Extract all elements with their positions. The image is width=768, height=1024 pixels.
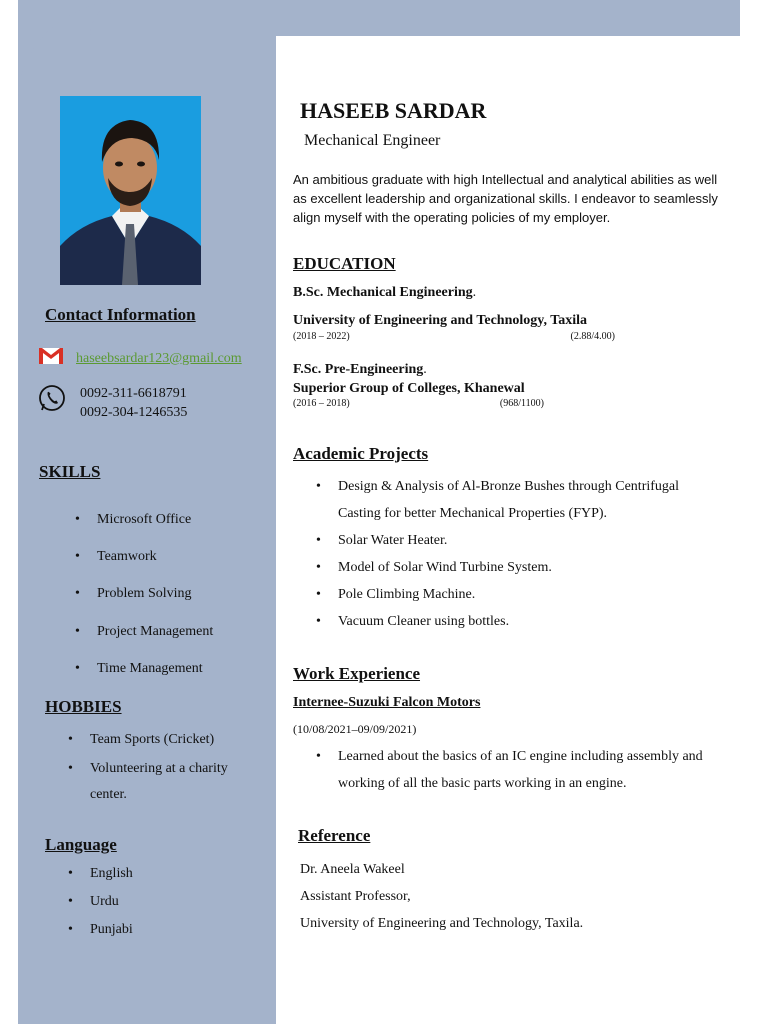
list-item: • Model of Solar Wind Turbine System. bbox=[338, 554, 723, 581]
list-item: • Urdu bbox=[90, 894, 133, 922]
reference-line: University of Engineering and Technology, Taxila. bbox=[300, 916, 584, 931]
hobbies-list bbox=[90, 727, 260, 811]
work-heading: Work Experience bbox=[293, 664, 421, 683]
work-company: Internee-Suzuki Falcon Motors bbox=[293, 695, 481, 710]
skills-heading: SKILLS bbox=[39, 462, 101, 481]
profile-photo bbox=[60, 96, 201, 285]
work-list bbox=[338, 743, 723, 797]
list-item: • English bbox=[90, 866, 133, 894]
list-item: • Design & Analysis of Al-Bronze Bushes through Centrifugal Casting for better Mechanical Properties (FYP). bbox=[338, 473, 723, 527]
school-name: Superior Group of Colleges, Khanewal bbox=[293, 381, 525, 396]
skills-list bbox=[97, 512, 213, 698]
phone-row bbox=[38, 384, 187, 422]
phone-number: 0092-304-1246535 bbox=[80, 405, 188, 420]
reference-line: Assistant Professor, bbox=[300, 889, 411, 904]
projects-list bbox=[338, 473, 723, 635]
list-item: • Teamwork bbox=[97, 549, 213, 586]
summary-text: An ambitious graduate with high Intellectual and analytical abilities as well as excellent leadership and organizational skills. I endeavor to seamlessly align myself with the operating policies of my employer. bbox=[293, 172, 718, 225]
header-band bbox=[90, 0, 740, 36]
list-item: • Microsoft Office bbox=[97, 512, 213, 549]
list-item: • Learned about the basics of an IC engine including assembly and working of all the basic parts working in an engine. bbox=[338, 743, 723, 797]
email-link[interactable]: haseebsardar123@gmail.com bbox=[76, 350, 242, 366]
degree-score: (2.88/4.00) bbox=[570, 331, 615, 342]
list-item: • Project Management bbox=[97, 624, 213, 661]
list-item: • Vacuum Cleaner using bottles. bbox=[338, 608, 723, 635]
list-item: • Pole Climbing Machine. bbox=[338, 581, 723, 608]
list-item: • Punjabi bbox=[90, 922, 133, 950]
language-heading: Language bbox=[45, 835, 117, 854]
list-item: • Problem Solving bbox=[97, 586, 213, 623]
phone-numbers bbox=[80, 384, 187, 422]
degree-meta bbox=[293, 331, 615, 342]
work-dates: (10/08/2021–09/09/2021) bbox=[293, 722, 417, 736]
projects-heading: Academic Projects bbox=[293, 444, 429, 463]
whatsapp-icon bbox=[38, 384, 66, 422]
education-heading: EDUCATION bbox=[293, 254, 396, 273]
reference-line: Dr. Aneela Wakeel bbox=[300, 862, 405, 877]
candidate-role: Mechanical Engineer bbox=[304, 132, 441, 149]
contact-heading: Contact Information bbox=[45, 305, 196, 324]
list-item: • Team Sports (Cricket) bbox=[90, 727, 260, 753]
hobbies-heading: HOBBIES bbox=[45, 697, 122, 716]
reference-heading: Reference bbox=[298, 826, 371, 845]
candidate-name: HASEEB SARDAR bbox=[300, 98, 487, 123]
degree-name: F.Sc. Pre-Engineering bbox=[293, 362, 424, 377]
degree-name: B.Sc. Mechanical Engineering bbox=[293, 285, 473, 300]
degree-title: F.Sc. Pre-Engineering. bbox=[293, 362, 427, 377]
phone-number: 0092-311-6618791 bbox=[80, 386, 187, 401]
reference-details bbox=[300, 856, 583, 937]
email-row bbox=[38, 346, 242, 371]
degree-meta bbox=[293, 398, 544, 409]
list-item: • Volunteering at a charity center. bbox=[90, 756, 260, 808]
degree-title: B.Sc. Mechanical Engineering. bbox=[293, 285, 477, 300]
degree-years: (2018 – 2022) bbox=[293, 331, 350, 342]
list-item: • Time Management bbox=[97, 661, 213, 698]
gmail-icon bbox=[38, 346, 64, 371]
list-item: • Solar Water Heater. bbox=[338, 527, 723, 554]
degree-score: (968/1100) bbox=[499, 398, 544, 409]
degree-years: (2016 – 2018) bbox=[293, 398, 350, 409]
language-list bbox=[90, 866, 133, 950]
school-name: University of Engineering and Technology, Taxila bbox=[293, 313, 588, 328]
